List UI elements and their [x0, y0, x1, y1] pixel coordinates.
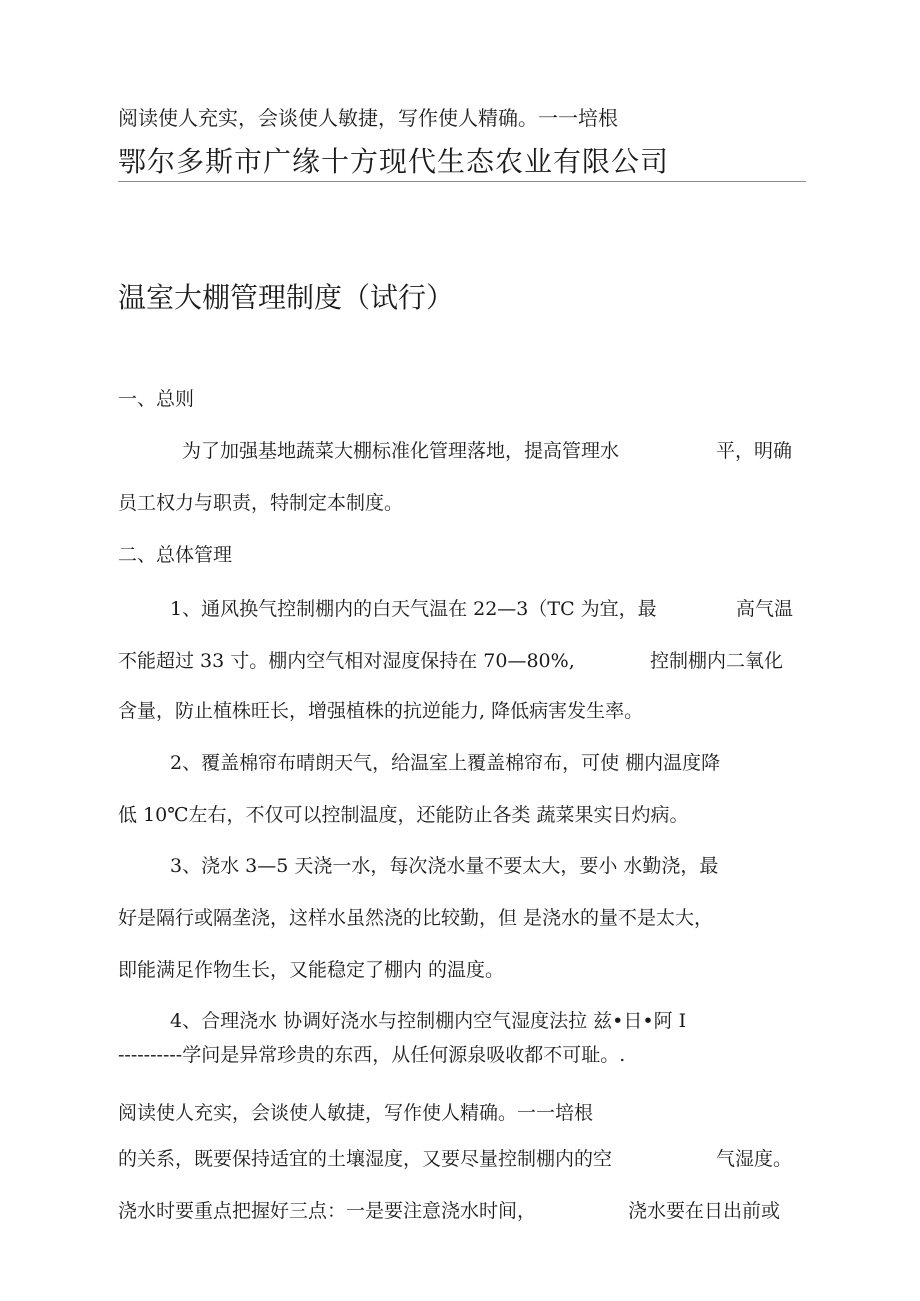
document-title: 温室大棚管理制度（试行）	[118, 281, 455, 314]
item3-line1: 3、浇水 3—5 天浇一水，每次浇水量不要太大，要小 水勤浇，最	[170, 855, 719, 877]
paragraph-general-line2: 员工权力与职责，特制定本制度。	[118, 492, 404, 514]
footer-quote: ----------学问是异常珍贵的东西，从任何源泉吸收都不可耻。.	[118, 1044, 626, 1066]
header-quote: 阅读使人充实，会谈使人敏捷，写作使人精确。一一培根	[118, 106, 618, 130]
item4-line1: 4、合理浇水 协调好浇水与控制棚内空气湿度法拉 兹•日•阿 I	[170, 1010, 687, 1032]
item3-line3: 即能满足作物生长，又能稳定了棚内 的温度。	[118, 959, 505, 981]
header-divider	[118, 181, 806, 182]
paragraph-general-line1b: 平，明确	[716, 440, 793, 462]
item1-line1a: 1、通风换气控制棚内的白天气温在 22—3（TC 为宜，最	[170, 598, 657, 620]
item1-line2a: 不能超过 33 寸。棚内空气相对湿度保持在 70—80%,	[118, 650, 575, 672]
section-heading-general: 一、总则	[118, 388, 195, 410]
item2-line2: 低 10℃左右，不仅可以控制温度，还能防止各类 蔬菜果实日灼病。	[118, 804, 689, 826]
item4-line3a: 浇水时要重点把握好三点：一是要注意浇水时间，	[118, 1200, 537, 1222]
paragraph-general-line1a: 为了加强基地蔬菜大棚标准化管理落地，提高管理水	[182, 440, 620, 462]
section-heading-management: 二、总体管理	[118, 544, 233, 566]
company-name: 鄂尔多斯市广缘十方现代生态农业有限公司	[118, 145, 670, 178]
page-quote: 阅读使人充实，会谈使人敏捷，写作使人精确。一一培根	[118, 1102, 594, 1124]
item4-line3b: 浇水要在日出前或	[628, 1200, 781, 1222]
item1-line3: 含量，防止植株旺长，增强植株的抗逆能力, 降低病害发生率。	[118, 700, 644, 722]
item4-line2b: 气湿度。	[716, 1148, 793, 1170]
item1-line2b: 控制棚内二氧化	[650, 650, 784, 672]
item1-line1b: 高气温	[736, 598, 794, 620]
item4-line2a: 的关系，既要保持适宜的土壤湿度，又要尽量控制棚内的空	[118, 1148, 613, 1170]
item3-line2: 好是隔行或隔垄浇，这样水虽然浇的比较勤，但 是浇水的量不是太大，	[118, 907, 714, 929]
item2-line1: 2、覆盖棉帘布晴朗天气，给温室上覆盖棉帘布，可使 棚内温度降	[170, 752, 721, 774]
